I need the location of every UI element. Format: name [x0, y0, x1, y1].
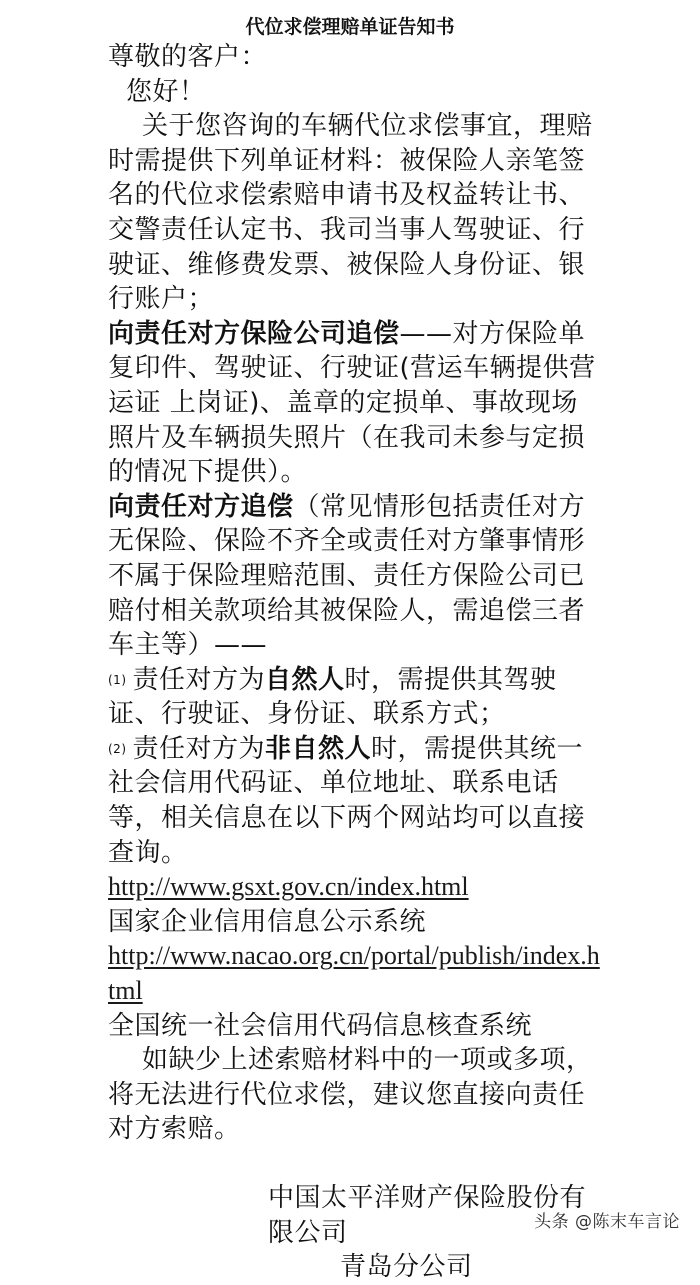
link-gsxt-row	[108, 870, 600, 905]
section-party	[108, 490, 600, 663]
link-gsxt-description: 国家企业信用信息公示系统	[108, 906, 427, 937]
intro-paragraph: 关于您咨询的车辆代位求偿事宜，理赔时需提供下列单证材料：被保险人亲笔签名的代位求偿索赔申请书及权益转让书、交警责任认定书、我司当事人驾驶证、行驶证、维修费发票、被保险人身份证、银行账户；	[108, 111, 593, 315]
hello: 您好！	[126, 76, 206, 107]
greeting: 尊敬的客户：	[108, 42, 268, 72]
closing-paragraph: 如缺少上述索赔材料中的一项或多项，将无法进行代位求偿，建议您直接向责任对方索赔。	[108, 1045, 593, 1145]
item-natural-person	[108, 663, 600, 732]
item1-post: 时，需提供其驾驶证、行驶证、身份证、联系方式；	[108, 664, 557, 730]
item-number-1: (1)	[108, 672, 127, 687]
watermark: 头条 @陈末车言论	[534, 1212, 680, 1232]
section-insurer-text: ——对方保险单复印件、驾驶证、行驶证(营运车辆提供营运证 上岗证)、盖章的定损单、事故现场照片及车辆损失照片（在我司未参与定损的情况下提供）。	[108, 318, 596, 488]
section-insurer-heading: 向责任对方保险公司追偿	[108, 318, 400, 349]
item2-bold: 非自然人	[265, 733, 372, 764]
item-legal-entity	[108, 732, 600, 870]
item1-bold: 自然人	[265, 664, 345, 695]
item-number-2: (2)	[108, 741, 127, 756]
link-gsxt[interactable]: http://www.gsxt.gov.cn/index.html	[108, 872, 469, 902]
signature-company: 中国太平洋财产保险股份有限公司	[268, 1183, 587, 1248]
section-party-text: （常见情形包括责任对方无保险、保险不齐全或责任对方肇事情形不属于保险理赔范围、责任方保险公司已赔付相关款项给其被保险人，需追偿三者车主等）——	[108, 491, 586, 661]
item2-pre: 责任对方为	[132, 733, 266, 764]
spacer	[108, 1147, 600, 1181]
item2-post: 时，需提供其统一社会信用代码证、单位地址、联系电话等，相关信息在以下两个网站均可以直接查询。	[108, 733, 586, 868]
signature-branch: 青岛分公司	[340, 1252, 473, 1283]
section-insurer	[108, 317, 600, 490]
section-party-heading: 向责任对方追偿	[108, 491, 294, 522]
page-title: 代位求偿理赔单证告知书	[245, 16, 455, 38]
item1-pre: 责任对方为	[132, 664, 266, 695]
link-nacao-description: 全国统一社会信用代码信息核查系统	[108, 1010, 533, 1041]
link-nacao-row	[108, 939, 600, 1008]
document-body	[108, 40, 600, 1285]
link-nacao[interactable]: http://www.nacao.org.cn/portal/publish/index.html	[108, 941, 600, 1006]
